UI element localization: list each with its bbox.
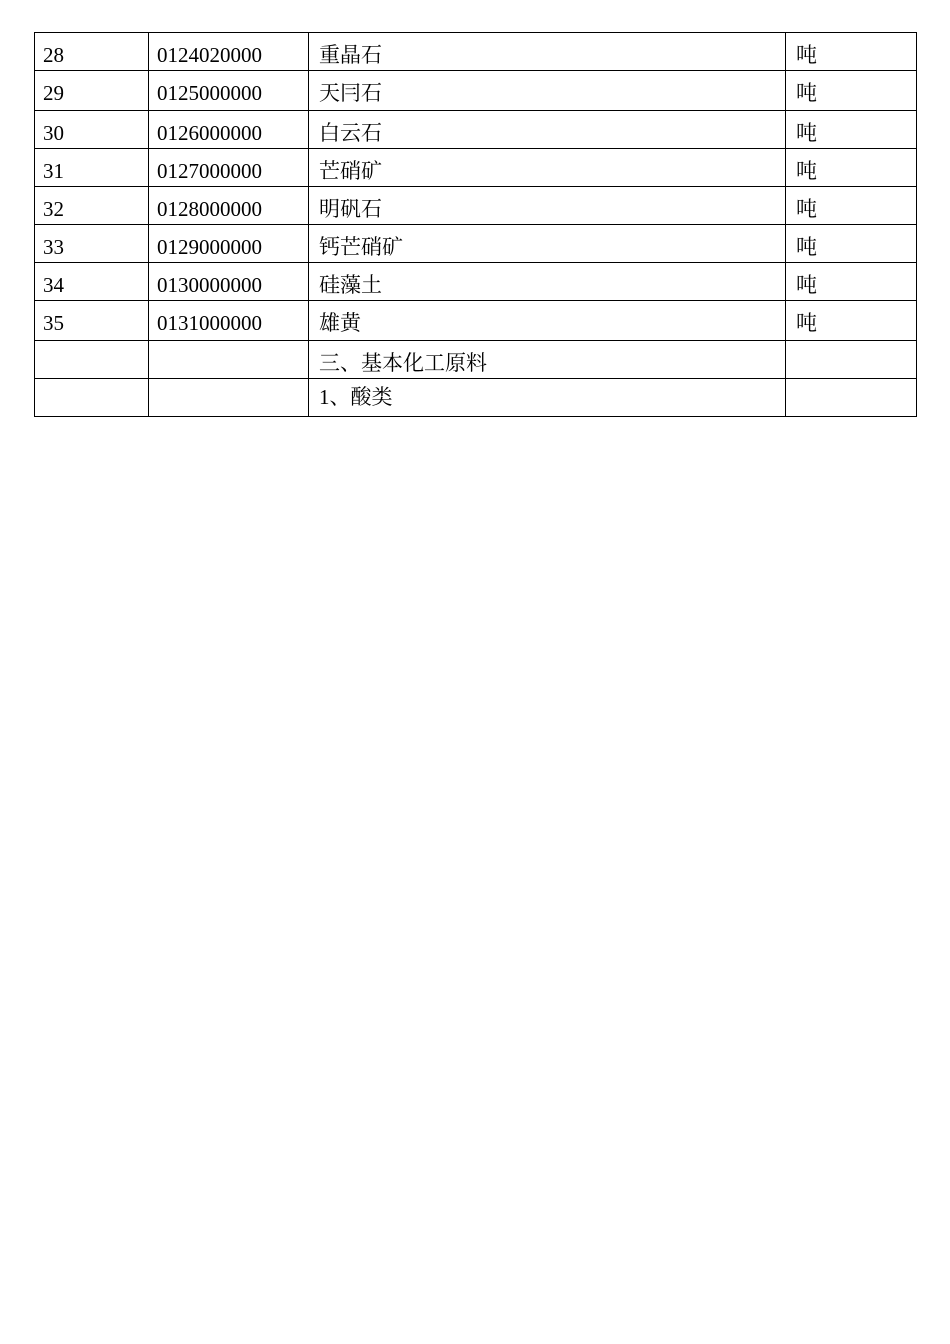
unit: 吨 (786, 111, 917, 149)
unit: 吨 (786, 33, 917, 71)
product-name: 钙芒硝矿 (309, 225, 786, 263)
row-number: 34 (35, 263, 149, 301)
product-code (149, 379, 309, 417)
product-name: 硅藻土 (309, 263, 786, 301)
unit: 吨 (786, 301, 917, 341)
product-name: 白云石 (309, 111, 786, 149)
product-name: 芒硝矿 (309, 149, 786, 187)
product-code (149, 341, 309, 379)
row-number: 28 (35, 33, 149, 71)
unit (786, 341, 917, 379)
table-row (35, 379, 917, 417)
unit: 吨 (786, 187, 917, 225)
table-row (35, 341, 917, 379)
subsection-heading: 1、酸类 (309, 379, 786, 417)
table-row (35, 71, 917, 111)
row-number: 35 (35, 301, 149, 341)
product-code: 0124020000 (149, 33, 309, 71)
product-code: 0125000000 (149, 71, 309, 111)
table-row (35, 33, 917, 71)
unit (786, 379, 917, 417)
row-number: 32 (35, 187, 149, 225)
unit: 吨 (786, 149, 917, 187)
row-number: 31 (35, 149, 149, 187)
product-code: 0126000000 (149, 111, 309, 149)
table-row (35, 111, 917, 149)
product-code: 0127000000 (149, 149, 309, 187)
row-number: 29 (35, 71, 149, 111)
product-code: 0129000000 (149, 225, 309, 263)
section-heading: 三、基本化工原料 (309, 341, 786, 379)
row-number: 30 (35, 111, 149, 149)
table-row (35, 225, 917, 263)
product-name: 重晶石 (309, 33, 786, 71)
unit: 吨 (786, 71, 917, 111)
row-number (35, 379, 149, 417)
product-code: 0131000000 (149, 301, 309, 341)
product-code: 0130000000 (149, 263, 309, 301)
table-row (35, 187, 917, 225)
table-row (35, 301, 917, 341)
product-name: 明矾石 (309, 187, 786, 225)
unit: 吨 (786, 225, 917, 263)
unit: 吨 (786, 263, 917, 301)
table-row (35, 149, 917, 187)
product-name: 雄黄 (309, 301, 786, 341)
row-number (35, 341, 149, 379)
table-row (35, 263, 917, 301)
row-number: 33 (35, 225, 149, 263)
product-code: 0128000000 (149, 187, 309, 225)
product-name: 天冃石 (309, 71, 786, 111)
product-code-table (34, 32, 917, 417)
